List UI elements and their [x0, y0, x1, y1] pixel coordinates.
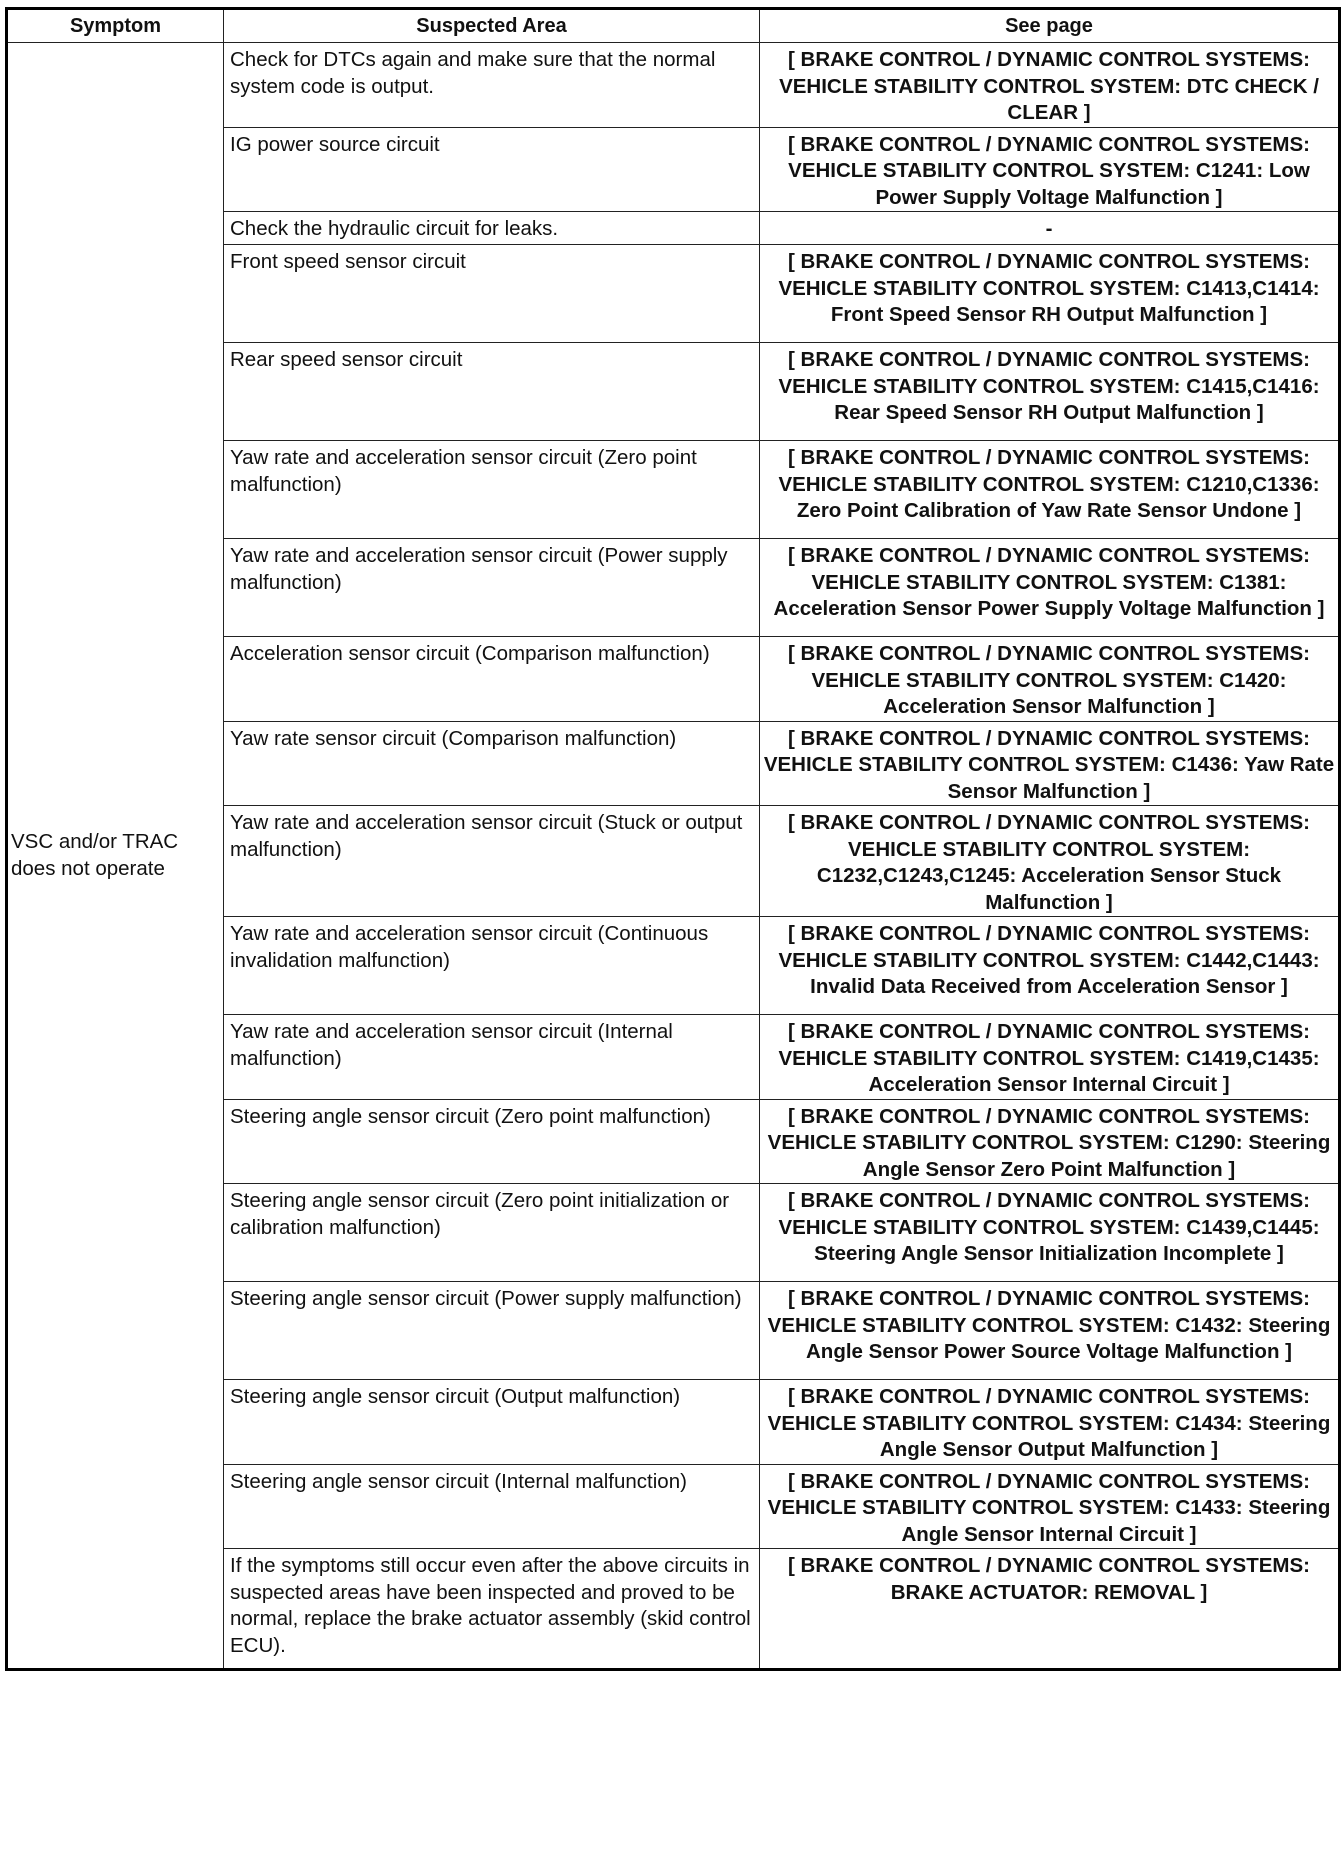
see-page-link[interactable]: [ BRAKE CONTROL / DYNAMIC CONTROL SYSTEMS: VEHICLE STABILITY CONTROL SYSTEM: DTC CHECK / CLEAR ] — [760, 43, 1340, 128]
see-page-link[interactable]: [ BRAKE CONTROL / DYNAMIC CONTROL SYSTEMS: VEHICLE STABILITY CONTROL SYSTEM: C1241: Low Power Supply Voltage Malfunction ] — [760, 127, 1340, 212]
symptom-table — [5, 7, 1341, 1671]
see-page-link[interactable]: [ BRAKE CONTROL / DYNAMIC CONTROL SYSTEMS: VEHICLE STABILITY CONTROL SYSTEM: C1210,C1336: Zero Point Calibration of Yaw Rate Sensor Undone ] — [760, 441, 1340, 539]
suspected-area-cell: Yaw rate and acceleration sensor circuit (Continuous invalidation malfunction) — [224, 917, 760, 1015]
suspected-area-cell: Yaw rate sensor circuit (Comparison malfunction) — [224, 721, 760, 806]
see-page-link[interactable]: [ BRAKE CONTROL / DYNAMIC CONTROL SYSTEMS: BRAKE ACTUATOR: REMOVAL ] — [760, 1549, 1340, 1670]
suspected-area-cell: Yaw rate and acceleration sensor circuit (Stuck or output malfunction) — [224, 806, 760, 917]
see-page-link[interactable]: [ BRAKE CONTROL / DYNAMIC CONTROL SYSTEMS: VEHICLE STABILITY CONTROL SYSTEM: C1442,C1443: Invalid Data Received from Acceleration Sensor ] — [760, 917, 1340, 1015]
suspected-area-cell: Yaw rate and acceleration sensor circuit (Zero point malfunction) — [224, 441, 760, 539]
suspected-area-cell: Acceleration sensor circuit (Comparison malfunction) — [224, 637, 760, 722]
suspected-area-cell: Front speed sensor circuit — [224, 245, 760, 343]
suspected-area-cell: Steering angle sensor circuit (Power supply malfunction) — [224, 1282, 760, 1380]
suspected-area-cell: Check the hydraulic circuit for leaks. — [224, 212, 760, 245]
symptom-cell: VSC and/or TRAC does not operate — [7, 43, 224, 1670]
suspected-area-cell: Check for DTCs again and make sure that the normal system code is output. — [224, 43, 760, 128]
see-page-link[interactable]: [ BRAKE CONTROL / DYNAMIC CONTROL SYSTEMS: VEHICLE STABILITY CONTROL SYSTEM: C1290: Steering Angle Sensor Zero Point Malfunction ] — [760, 1099, 1340, 1184]
suspected-area-cell: Rear speed sensor circuit — [224, 343, 760, 441]
suspected-area-cell: Yaw rate and acceleration sensor circuit (Power supply malfunction) — [224, 539, 760, 637]
see-page-link[interactable]: [ BRAKE CONTROL / DYNAMIC CONTROL SYSTEMS: VEHICLE STABILITY CONTROL SYSTEM: C1432: Steering Angle Sensor Power Source Voltage Malfunction ] — [760, 1282, 1340, 1380]
suspected-area-cell: If the symptoms still occur even after the above circuits in suspected areas have been inspected and proved to be normal, replace the brake actuator assembly (skid control ECU). — [224, 1549, 760, 1670]
see-page-link[interactable]: [ BRAKE CONTROL / DYNAMIC CONTROL SYSTEMS: VEHICLE STABILITY CONTROL SYSTEM: C1419,C1435: Acceleration Sensor Internal Circuit ] — [760, 1015, 1340, 1100]
see-page-link[interactable]: [ BRAKE CONTROL / DYNAMIC CONTROL SYSTEMS: VEHICLE STABILITY CONTROL SYSTEM: C1433: Steering Angle Sensor Internal Circuit ] — [760, 1464, 1340, 1549]
see-page-link: - — [760, 212, 1340, 245]
suspected-area-cell: Steering angle sensor circuit (Output malfunction) — [224, 1380, 760, 1465]
suspected-area-cell: Steering angle sensor circuit (Zero point initialization or calibration malfunction) — [224, 1184, 760, 1282]
symptom-table-sheet — [5, 7, 1338, 1671]
suspected-area-cell: Steering angle sensor circuit (Zero point malfunction) — [224, 1099, 760, 1184]
see-page-link[interactable]: [ BRAKE CONTROL / DYNAMIC CONTROL SYSTEMS: VEHICLE STABILITY CONTROL SYSTEM: C1436: Yaw Rate Sensor Malfunction ] — [760, 721, 1340, 806]
see-page-link[interactable]: [ BRAKE CONTROL / DYNAMIC CONTROL SYSTEMS: VEHICLE STABILITY CONTROL SYSTEM: C1413,C1414: Front Speed Sensor RH Output Malfunction ] — [760, 245, 1340, 343]
header-symptom: Symptom — [7, 9, 224, 43]
table-row — [7, 43, 1340, 128]
see-page-link[interactable]: [ BRAKE CONTROL / DYNAMIC CONTROL SYSTEMS: VEHICLE STABILITY CONTROL SYSTEM: C1232,C1243,C1245: Acceleration Sensor Stuck Malfunction ] — [760, 806, 1340, 917]
see-page-link[interactable]: [ BRAKE CONTROL / DYNAMIC CONTROL SYSTEMS: VEHICLE STABILITY CONTROL SYSTEM: C1415,C1416: Rear Speed Sensor RH Output Malfunction ] — [760, 343, 1340, 441]
suspected-area-cell: Yaw rate and acceleration sensor circuit (Internal malfunction) — [224, 1015, 760, 1100]
header-see-page: See page — [760, 9, 1340, 43]
see-page-link[interactable]: [ BRAKE CONTROL / DYNAMIC CONTROL SYSTEMS: VEHICLE STABILITY CONTROL SYSTEM: C1381: Acceleration Sensor Power Supply Voltage Malfunction ] — [760, 539, 1340, 637]
suspected-area-cell: IG power source circuit — [224, 127, 760, 212]
header-suspected-area: Suspected Area — [224, 9, 760, 43]
see-page-link[interactable]: [ BRAKE CONTROL / DYNAMIC CONTROL SYSTEMS: VEHICLE STABILITY CONTROL SYSTEM: C1420: Acceleration Sensor Malfunction ] — [760, 637, 1340, 722]
see-page-link[interactable]: [ BRAKE CONTROL / DYNAMIC CONTROL SYSTEMS: VEHICLE STABILITY CONTROL SYSTEM: C1439,C1445: Steering Angle Sensor Initialization Incomplete ] — [760, 1184, 1340, 1282]
table-header-row — [7, 9, 1340, 43]
suspected-area-cell: Steering angle sensor circuit (Internal malfunction) — [224, 1464, 760, 1549]
see-page-link[interactable]: [ BRAKE CONTROL / DYNAMIC CONTROL SYSTEMS: VEHICLE STABILITY CONTROL SYSTEM: C1434: Steering Angle Sensor Output Malfunction ] — [760, 1380, 1340, 1465]
